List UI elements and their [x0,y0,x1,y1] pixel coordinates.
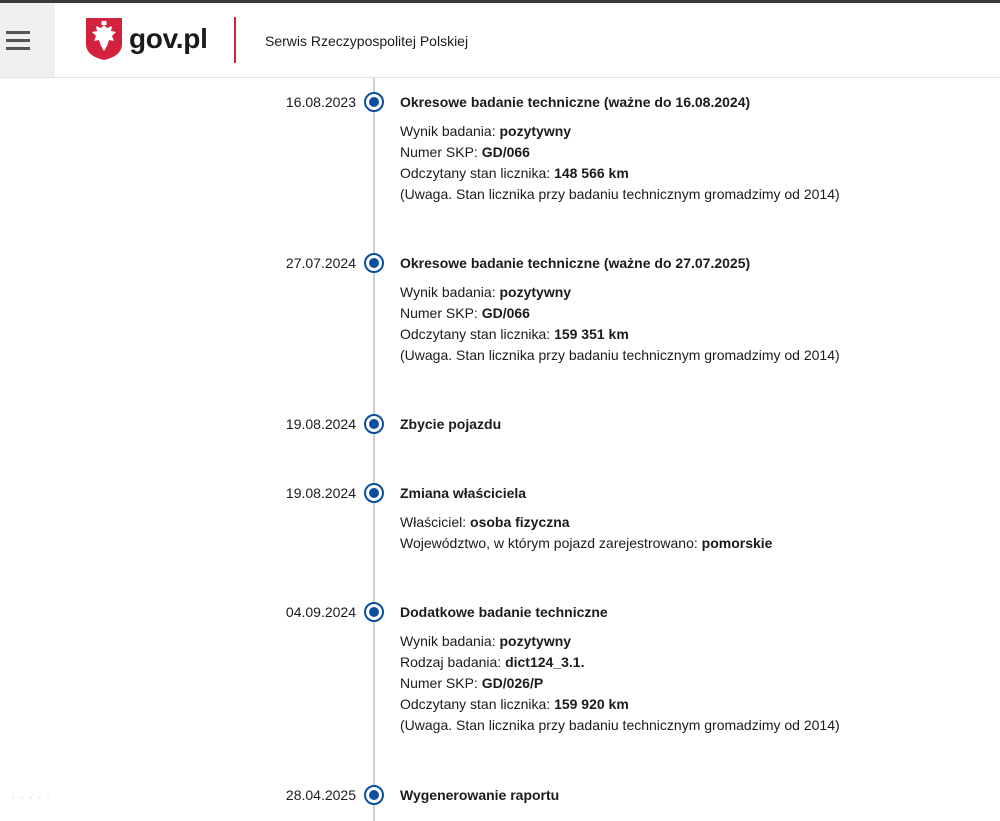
detail-row [400,184,840,205]
detail-row [400,324,840,345]
detail-label: Województwo, w którym pojazd zarejestrowano: [400,535,702,551]
timeline-dot-icon [364,483,384,503]
header-divider [234,17,236,63]
detail-label: Wynik badania: [400,284,500,300]
detail-value: GD/066 [481,144,530,160]
event-date: 19.08.2024 [285,416,356,432]
hamburger-icon-bar [6,39,30,42]
timeline-dot-icon [364,414,384,434]
detail-row [400,282,840,303]
detail-label: Wynik badania: [400,123,500,139]
detail-label: Rodzaj badania: [400,654,506,670]
event-date: 04.09.2024 [285,604,356,620]
event-title: Okresowe badanie techniczne (ważne do 27.07.2025) [400,255,751,271]
detail-value: osoba fizyczna [470,514,570,530]
detail-value: GD/026/P [481,675,544,691]
event-date: 19.08.2024 [285,485,356,501]
event-details [400,631,840,736]
detail-label: Numer SKP: [400,144,482,160]
event-title: Zbycie pojazdu [400,416,502,432]
polish-eagle-emblem-icon [86,18,122,60]
detail-row [400,512,772,533]
detail-row [400,345,840,366]
detail-label: (Uwaga. Stan licznika przy badaniu technicznym gromadzimy od 2014) [400,186,840,202]
hamburger-icon [6,31,30,34]
logo-text: gov.pl [129,23,208,54]
detail-row [400,142,840,163]
detail-label: (Uwaga. Stan licznika przy badaniu technicznym gromadzimy od 2014) [400,717,840,733]
site-header [0,3,1000,78]
timeline-line [373,78,375,821]
detail-value: pomorskie [701,535,773,551]
event-date: 28.04.2025 [285,787,356,803]
detail-value: GD/066 [481,305,530,321]
event-details [400,121,840,205]
detail-value: 148 566 km [554,165,629,181]
timeline-dot-icon [364,602,384,622]
detail-value: 159 920 km [554,696,629,712]
event-date: 16.08.2023 [285,94,356,110]
detail-row [400,303,840,324]
detail-row [400,163,840,184]
service-name: Serwis Rzeczypospolitej Polskiej [265,33,469,49]
timeline-dot-icon [364,92,384,112]
event-details [400,282,840,366]
detail-label: (Uwaga. Stan licznika przy badaniu technicznym gromadzimy od 2014) [400,347,840,363]
hamburger-icon-bar [6,47,30,50]
hamburger-menu-button[interactable] [0,3,55,77]
event-title: Zmiana właściciela [400,485,527,501]
detail-label: Właściciel: [400,514,471,530]
detail-value: pozytywny [499,633,572,649]
detail-label: Numer SKP: [400,675,482,691]
detail-row [400,694,840,715]
detail-label: Odczytany stan licznika: [400,326,555,342]
detail-label: Numer SKP: [400,305,482,321]
event-details [400,512,772,554]
detail-label: Odczytany stan licznika: [400,696,555,712]
watermark: ····· [10,786,54,808]
detail-value: 159 351 km [554,326,629,342]
detail-row [400,715,840,736]
detail-value: pozytywny [499,284,572,300]
detail-row [400,652,840,673]
detail-row [400,673,840,694]
timeline-dot-icon [364,253,384,273]
event-title: Wygenerowanie raportu [400,787,560,803]
detail-value: pozytywny [499,123,572,139]
gov-pl-logo[interactable] [86,17,208,61]
event-title: Dodatkowe badanie techniczne [400,604,608,620]
timeline-dot-icon [364,785,384,805]
detail-label: Wynik badania: [400,633,500,649]
detail-row [400,631,840,652]
detail-label: Odczytany stan licznika: [400,165,555,181]
event-date: 27.07.2024 [285,255,356,271]
detail-row [400,533,772,554]
detail-value: dict124_3.1. [505,654,585,670]
event-title: Okresowe badanie techniczne (ważne do 16.08.2024) [400,94,751,110]
detail-row [400,121,840,142]
